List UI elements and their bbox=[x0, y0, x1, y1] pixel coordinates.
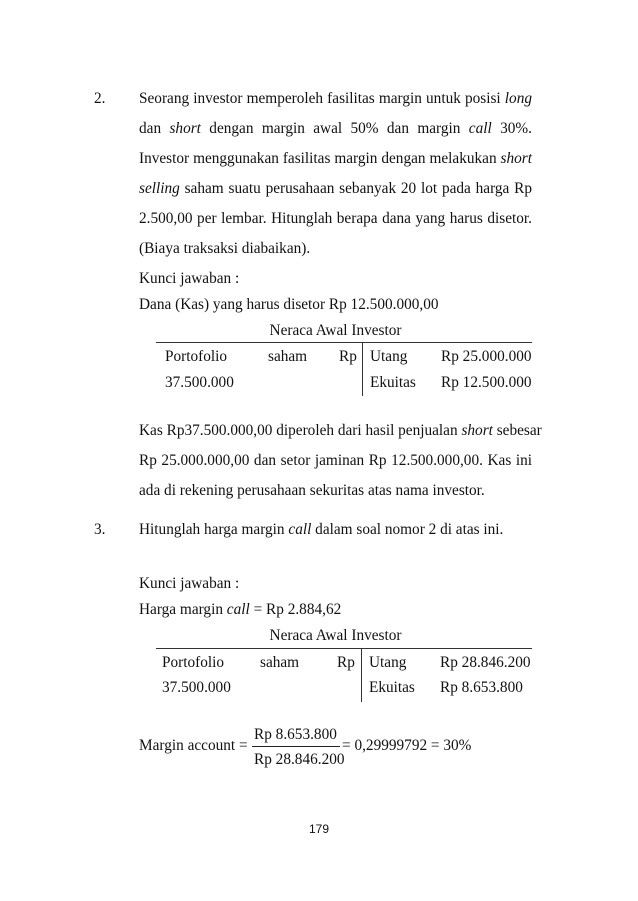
italic-term: selling bbox=[139, 180, 180, 197]
formula-denominator: Rp 28.846.200 bbox=[254, 751, 345, 768]
balance-sheet-title-3: Neraca Awal Investor bbox=[269, 627, 402, 644]
rp-label-3: Rp bbox=[337, 654, 355, 671]
ekuitas-value-3: Rp 8.653.800 bbox=[440, 679, 523, 696]
utang-value-3: Rp 28.846.200 bbox=[440, 654, 531, 671]
portfolio-label-3: Portofolio bbox=[162, 654, 225, 671]
question-3-number: 3. bbox=[94, 521, 106, 538]
portfolio-value-3: 37.500.000 bbox=[162, 679, 231, 696]
table-divider-3 bbox=[361, 648, 362, 702]
ekuitas-label: Ekuitas bbox=[370, 374, 416, 391]
saham-label: saham bbox=[268, 348, 308, 365]
italic-term: short bbox=[461, 422, 493, 439]
question-2-number: 2. bbox=[94, 90, 106, 107]
text-line: Seorang investor memperoleh fasilitas margin untuk posisi long bbox=[139, 90, 532, 107]
answer-text: Dana (Kas) yang harus disetor Rp 12.500.000,00 bbox=[139, 296, 439, 313]
saham-label-3: saham bbox=[260, 654, 300, 671]
text-line: Rp 25.000.000,00 dan setor jaminan Rp 12.500.000,00. Kas ini bbox=[139, 452, 532, 469]
table-top-rule bbox=[156, 342, 532, 343]
formula-label: Margin account = bbox=[139, 737, 248, 754]
portfolio-value: 37.500.000 bbox=[165, 374, 234, 391]
ekuitas-label-3: Ekuitas bbox=[369, 679, 415, 696]
table-top-rule-3 bbox=[156, 648, 532, 649]
fraction-bar bbox=[252, 746, 340, 747]
utang-value: Rp 25.000.000 bbox=[441, 348, 532, 365]
ekuitas-value: Rp 12.500.000 bbox=[441, 374, 532, 391]
question-2-text bbox=[139, 84, 532, 264]
rp-label: Rp bbox=[339, 348, 357, 365]
italic-term: call bbox=[226, 601, 250, 618]
text-line: dan short dengan margin awal 50% dan margin call 30%. bbox=[139, 120, 532, 137]
answer-label: Kunci jawaban : bbox=[139, 270, 240, 287]
formula-result: = 0,29999792 = 30% bbox=[342, 737, 472, 754]
text-line: ada di rekening perusahaan sekuritas atas nama investor. bbox=[139, 482, 485, 499]
text-line: Investor menggunakan fasilitas margin dengan melakukan short bbox=[139, 150, 532, 167]
italic-term: short bbox=[500, 150, 532, 167]
text-line: Kas Rp37.500.000,00 diperoleh dari hasil penjualan short sebesar bbox=[139, 422, 542, 439]
text-line: (Biaya traksaksi diabaikan). bbox=[139, 240, 311, 257]
text-line: selling saham suatu perusahaan sebanyak 20 lot pada harga Rp bbox=[139, 180, 532, 197]
question-3-text: Hitunglah harga margin call dalam soal nomor 2 di atas ini. bbox=[139, 521, 504, 538]
italic-term: call bbox=[288, 521, 312, 538]
italic-term: call bbox=[468, 120, 492, 137]
italic-term: short bbox=[169, 120, 201, 137]
utang-label-3: Utang bbox=[369, 654, 407, 671]
text-line: 2.500,00 per lembar. Hitunglah berapa dana yang harus disetor. bbox=[139, 210, 532, 227]
page-number: 179 bbox=[308, 822, 330, 836]
portfolio-label: Portofolio bbox=[165, 348, 228, 365]
italic-term: long bbox=[504, 90, 532, 107]
table-divider bbox=[362, 342, 363, 396]
utang-label: Utang bbox=[370, 348, 408, 365]
answer-label-3: Kunci jawaban : bbox=[139, 575, 240, 592]
answer-text-3: Harga margin call = Rp 2.884,62 bbox=[139, 601, 342, 618]
balance-sheet-title: Neraca Awal Investor bbox=[269, 322, 402, 339]
answer-explanation bbox=[139, 416, 542, 506]
formula-numerator: Rp 8.653.800 bbox=[254, 726, 337, 743]
